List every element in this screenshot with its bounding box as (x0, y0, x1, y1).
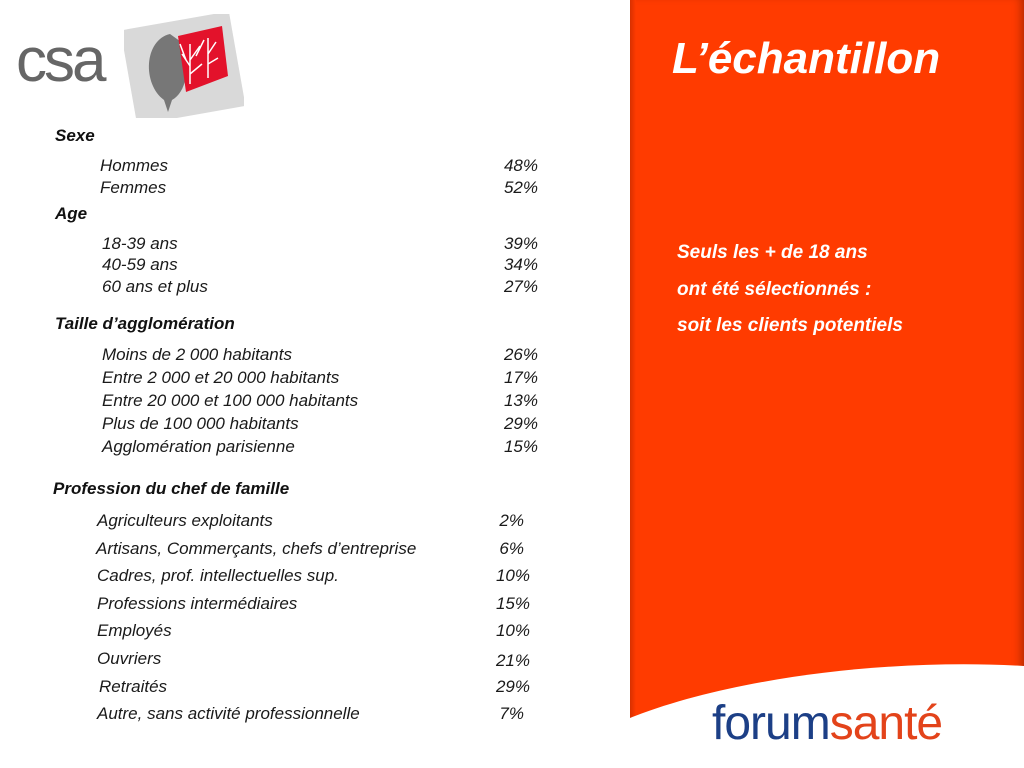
row-label: Entre 2 000 et 20 000 habitants (102, 368, 340, 387)
row-label: Agriculteurs exploitants (97, 511, 273, 530)
row-label: Ouvriers (97, 649, 162, 668)
row-label: Moins de 2 000 habitants (102, 345, 292, 364)
row-value: 15% (495, 594, 530, 613)
row-value: 13% (503, 391, 538, 410)
note-line: soit les clients potentiels (677, 315, 903, 336)
row-value: 34% (503, 255, 538, 274)
row-value: 17% (503, 368, 538, 387)
note-line: ont été sélectionnés : (677, 279, 872, 300)
section-title-age: Age (55, 204, 88, 223)
row-label: Hommes (100, 156, 169, 175)
row-label: Plus de 100 000 habitants (102, 414, 299, 433)
row-value: 29% (503, 414, 538, 433)
csa-logo (12, 10, 242, 110)
row-label: 40-59 ans (102, 255, 178, 274)
section-title-profession: Profession du chef de famille (53, 479, 290, 498)
brand-text-sante: santé (829, 697, 943, 750)
row-label: 60 ans et plus (102, 277, 208, 296)
row-label: Autre, sans activité professionnelle (97, 704, 360, 723)
csa-logo-text: csa (16, 26, 104, 95)
row-label: Artisans, Commerçants, chefs d’entreprise (96, 539, 417, 558)
row-value: 15% (503, 437, 538, 456)
row-label: Cadres, prof. intellectuelles sup. (97, 566, 339, 585)
page-title: L’échantillon (672, 34, 941, 83)
row-label: Agglomération parisienne (102, 437, 295, 456)
row-label: Femmes (100, 178, 167, 197)
row-value: 6% (499, 539, 524, 558)
section-title-sexe: Sexe (55, 126, 95, 145)
row-label: Entre 20 000 et 100 000 habitants (102, 391, 359, 410)
row-label: Professions intermédiaires (97, 594, 298, 613)
row-value: 26% (503, 345, 538, 364)
row-value: 48% (503, 156, 538, 175)
title-panel (630, 0, 1024, 768)
row-value: 21% (495, 651, 530, 670)
row-value: 10% (495, 621, 530, 640)
row-label: Retraités (99, 677, 168, 696)
row-value: 27% (503, 277, 538, 296)
brand-text-forum: forum (712, 697, 830, 750)
row-label: Employés (97, 621, 172, 640)
row-value: 2% (499, 511, 524, 530)
section-title-taille: Taille d’agglomération (55, 314, 235, 333)
note-line: Seuls les + de 18 ans (677, 242, 868, 263)
row-value: 7% (499, 704, 524, 723)
forumsante-logo (712, 697, 943, 750)
row-value: 39% (503, 234, 538, 253)
tree-leaf-icon (124, 14, 244, 118)
row-value: 52% (503, 178, 538, 197)
row-label: 18-39 ans (102, 234, 178, 253)
row-value: 10% (495, 566, 530, 585)
row-value: 29% (495, 677, 530, 696)
